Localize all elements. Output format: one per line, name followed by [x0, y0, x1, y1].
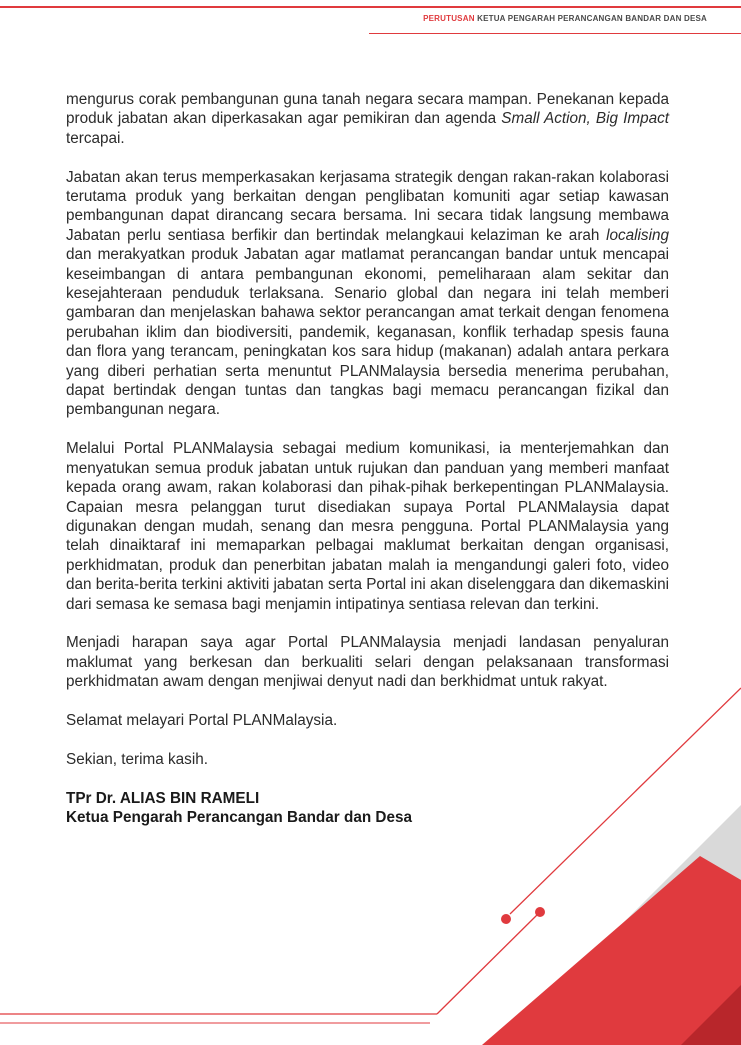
emphasis-text: localising — [606, 226, 669, 244]
body-text: mengurus corak pembangunan guna tanah negara secara mampan. Penekanan kepada produk jabatan akan diperkasakan agar pemikiran dan agenda — [66, 91, 669, 128]
paragraph-4: Menjadi harapan saya agar Portal PLANMalaysia menjadi landasan penyaluran maklumat yang berkesan dan berkualiti selari dengan pelaksanaan transformasi perkhidmatan awam dengan menjiwai denyut nadi dan berkhidmat untuk rakyat. — [66, 634, 669, 691]
header-accent-word: PERUTUSAN — [423, 14, 475, 23]
closing-line: Sekian, terima kasih. — [66, 750, 208, 768]
decor-thin-line-lower — [437, 912, 540, 1014]
body-text: dan merakyatkan produk Jabatan agar matlamat perancangan bandar untuk mencapai keseimbangan di antara pembangunan ekonomi, pemeliharaan alam sekitar dan kesejahteraan penduduk terlaksana. Senario global dan negara ini telah memberi gambaran dan menjelaskan bahawa sektor perancangan amat terkait dengan fenomena perubahan iklim dan biodiversiti, pandemik, keganasan, konflik terhadap spesis fauna dan flora yang terancam, peningkatan kos sara hidup (makanan) adalah antara perkara yang diberi perhatian serta menuntut PLANMalaysia bersedia menerima perubahan, dapat bertindak dengan tuntas dan tangkas bagi memacu perancangan fizikal dan pembangunan negara. — [66, 246, 669, 419]
signature-name: TPr Dr. ALIAS BIN RAMELI — [66, 789, 260, 807]
decor-dot-2 — [535, 907, 545, 917]
body-text: Jabatan akan terus memperkasakan kerjasama strategik dengan rakan-rakan kolaborasi terutama produk yang berkaitan dengan penglibatan komuniti agar setiap kawasan pembangunan dapat dirancang secara bersama. Ini secara tidak langsung membawa Jabatan perlu sentiasa berfikir dan bertindak melangkaui kelaziman ke arah — [66, 168, 669, 244]
paragraph-5: Selamat melayari Portal PLANMalaysia. — [66, 711, 338, 729]
emphasis-text: Small Action, Big Impact — [501, 110, 669, 128]
decor-red-stripe — [482, 856, 741, 1045]
decor-dot-1 — [501, 914, 511, 924]
signature-title: Ketua Pengarah Perancangan Bandar dan Desa — [66, 808, 412, 826]
paragraph-3: Melalui Portal PLANMalaysia sebagai medium komunikasi, ia menterjemahkan dan menyatukan semua produk jabatan untuk rujukan dan panduan yang memberi manfaat kepada orang awam, rakan kolaborasi dan pihak-pihak berkepentingan PLANMalaysia. Capaian mesra pelanggan turut disediakan supaya Portal PLANMalaysia dapat digunakan dengan mudah, senang dan mesra pengguna. Portal PLANMalaysia yang telah dinaiktaraf ini memaparkan pelbagai maklumat berkaitan dengan organisasi, perkhidmatan, produk dan penerbitan jabatan malah ia mengandungi galeri foto, video dan berita-berita terkini aktiviti jabatan serta Portal ini akan diselenggara dan dikemaskini dari semasa ke semasa bagi menjamin intipatinya sentiasa relevan dan terkini. — [66, 440, 669, 613]
body-text: tercapai. — [66, 129, 125, 147]
header-title: KETUA PENGARAH PERANCANGAN BANDAR DAN DESA — [474, 14, 707, 23]
